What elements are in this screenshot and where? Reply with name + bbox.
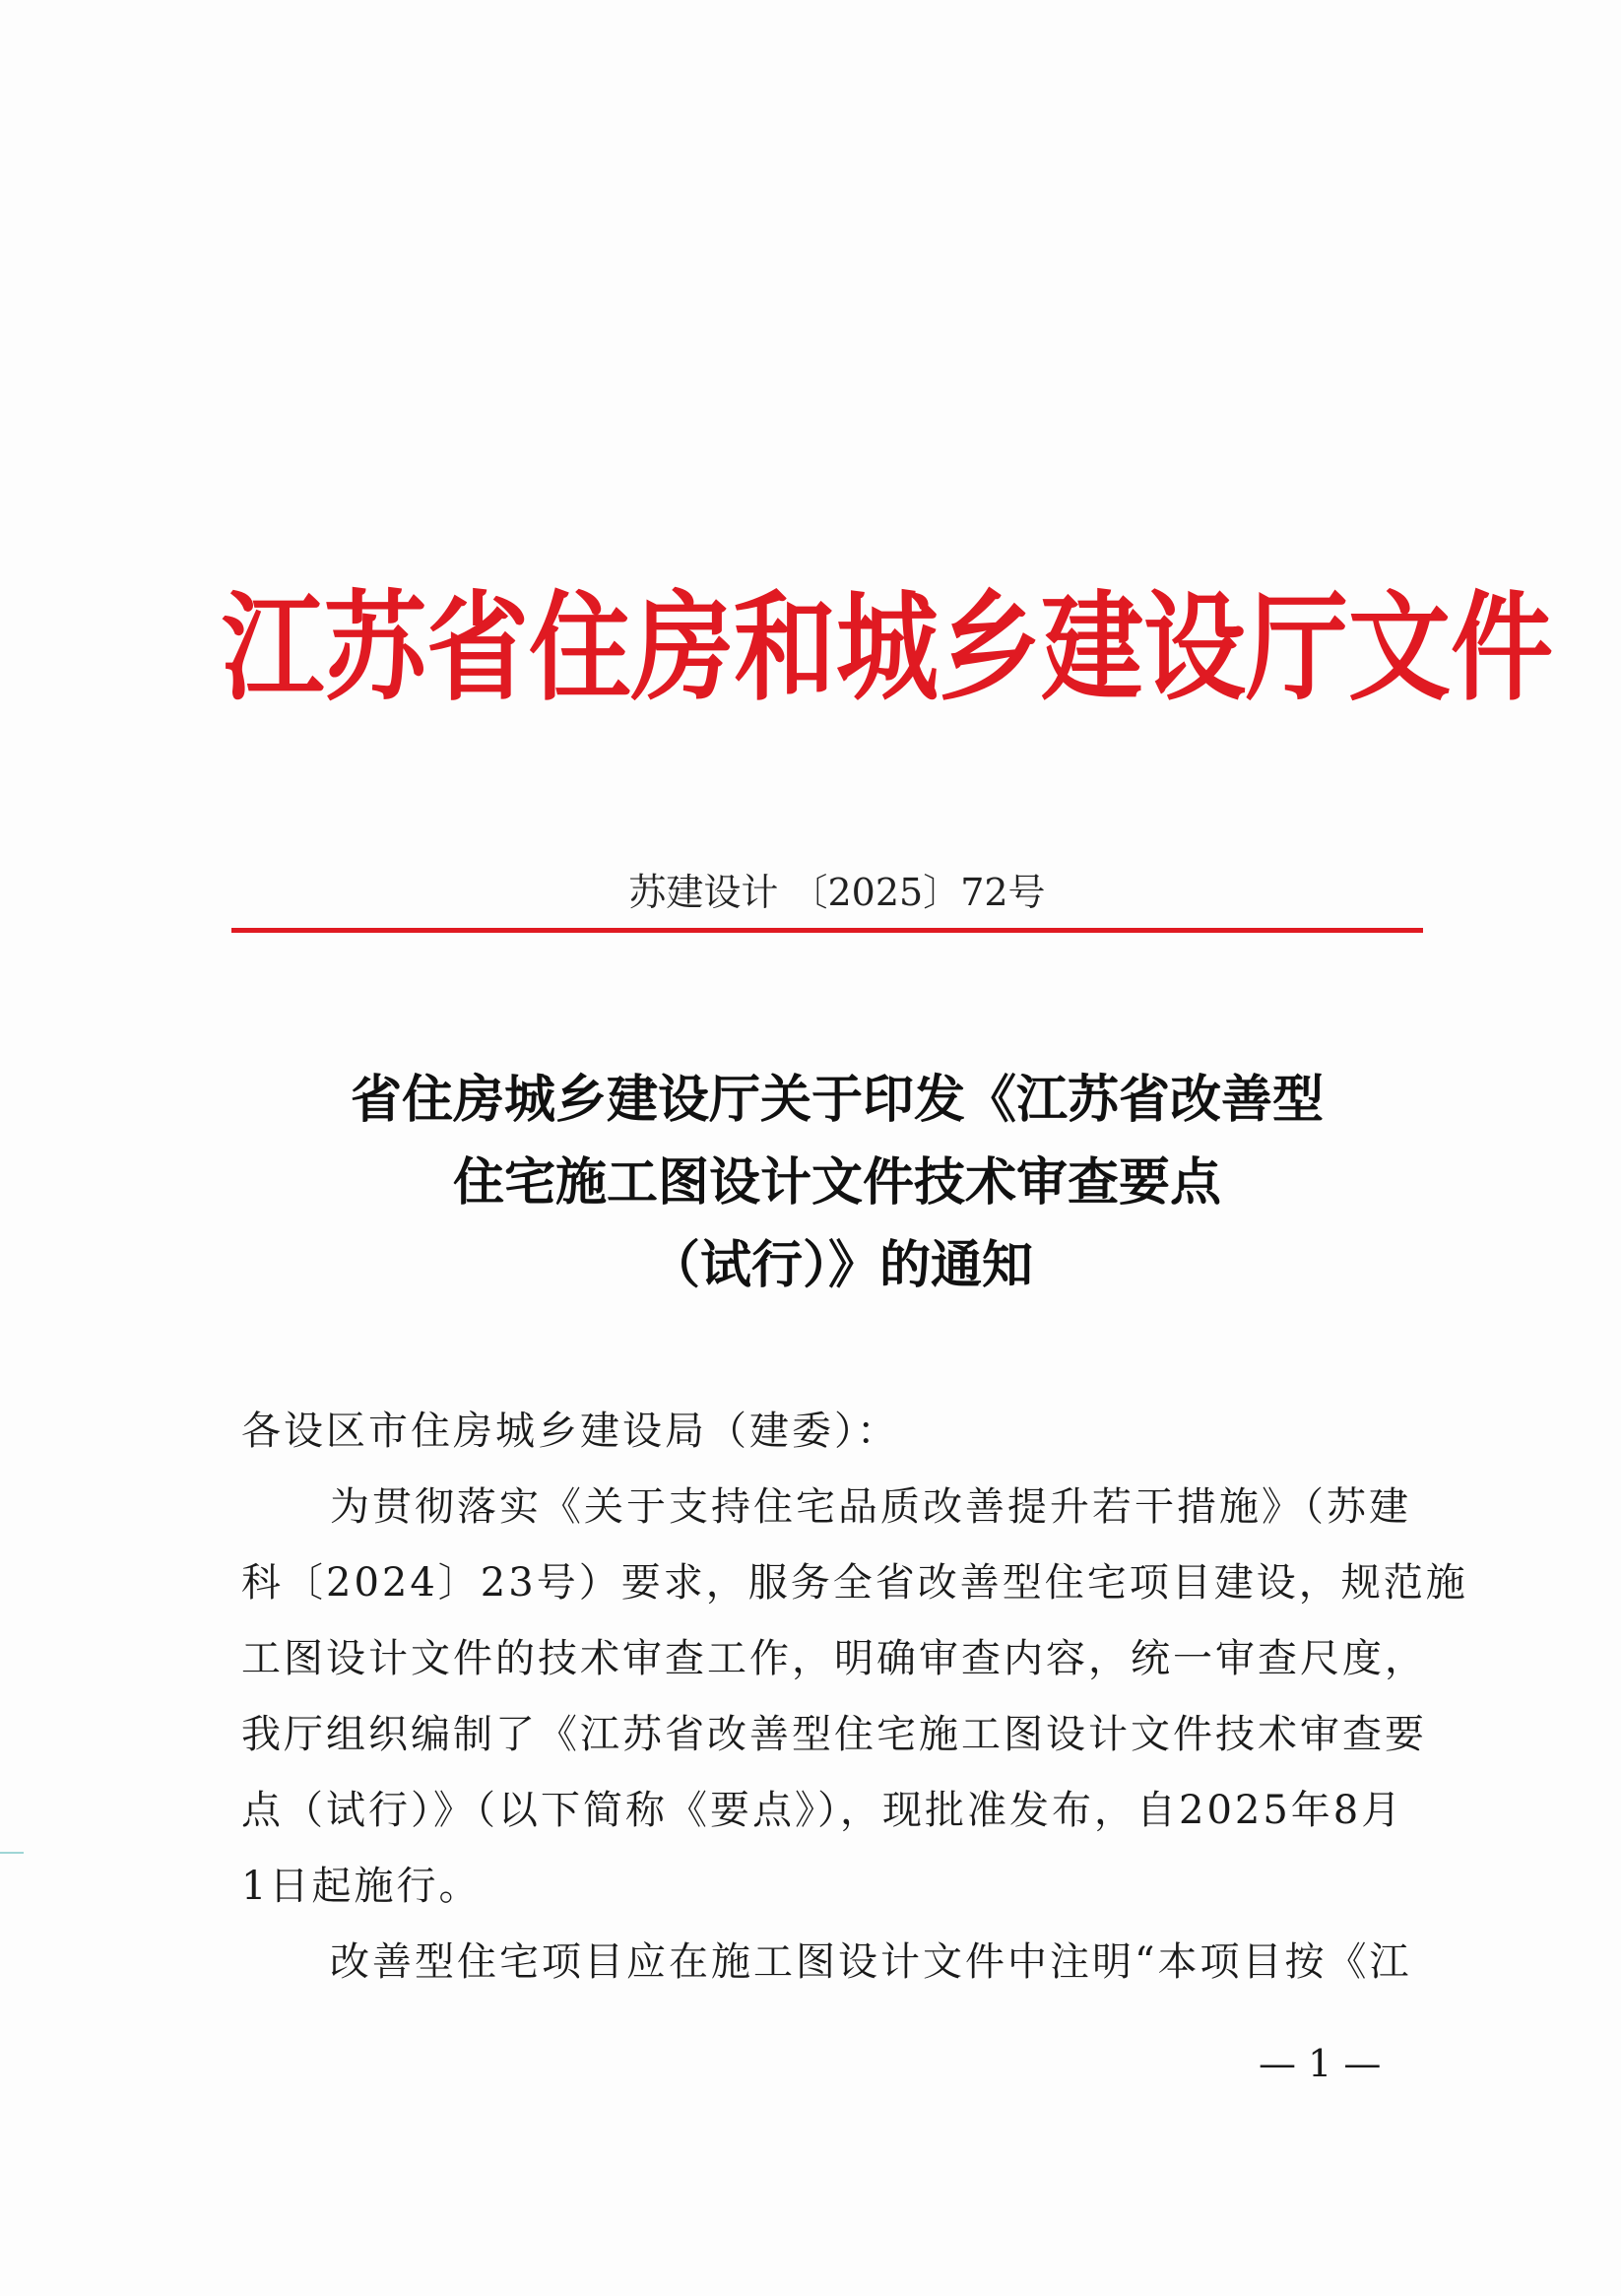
notice-title-line-2: 住宅施工图设计文件技术审查要点 [452, 1152, 1221, 1213]
salutation: 各设区市住房城乡建设局（建委）： [241, 1409, 899, 1454]
paragraph-1-line: 工图设计文件的技术审查工作，明确审查内容，统一审查尺度， [241, 1636, 1427, 1681]
paragraph-2 [241, 1925, 1433, 2001]
notice-title [197, 1059, 1477, 1307]
notice-title-line-1: 省住房城乡建设厅关于印发《江苏省改善型 [350, 1070, 1324, 1130]
body-text [241, 1394, 1468, 2001]
paragraph-1 [241, 1470, 1468, 1925]
page-number: — 1 — [1259, 2042, 1382, 2085]
masthead-title: 江苏省住房和城乡建设厅文件 [222, 578, 1554, 717]
red-divider-line [231, 928, 1423, 933]
document-number: 苏建设计 〔2025〕72号 [628, 871, 1046, 914]
paragraph-1-line: 为贯彻落实《关于支持住宅品质改善提升若干措施》（苏建 [330, 1484, 1411, 1530]
paragraph-1-line: 点（试行）》（以下简称《要点》），现批准发布，自2025年8月 [241, 1788, 1404, 1833]
notice-title-line-3: （试行）》的通知 [648, 1235, 1033, 1295]
paragraph-2-line: 改善型住宅项目应在施工图设计文件中注明“本项目按《江 [330, 1939, 1412, 1985]
paragraph-1-line: 1日起施行。 [241, 1864, 482, 1909]
paragraph-1-line: 我厅组织编制了《江苏省改善型住宅施工图设计文件技术审查要 [241, 1712, 1427, 1757]
paragraph-1-line: 科〔2024〕23号）要求，服务全省改善型住宅项目建设，规范施 [241, 1560, 1468, 1606]
scan-edge-mark [0, 1852, 24, 1854]
